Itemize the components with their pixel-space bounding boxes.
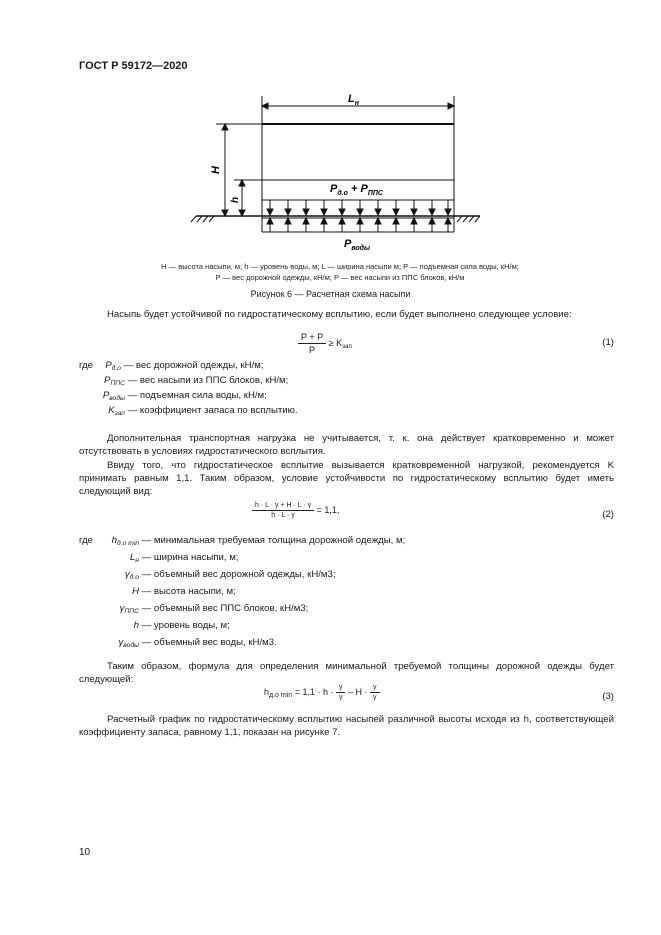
definition-row: $L_н$ — ширина насыпи, м; [129,552,239,565]
label-water-level: h [230,196,241,203]
equation-2-number: (2) [602,509,614,520]
embankment-body [262,124,454,218]
definition-row: $\gamma_{воды}$ — объемный вес воды, кН/м3. [118,637,277,650]
definition-row: где $P_{д.о}$ — вес дорожной одежды, кН/м; [79,360,264,373]
definition-row: $P_{воды}$ — подъемная сила воды, кН/м; [102,390,267,403]
definition-row: h — уровень воды, м; [133,620,230,631]
document-header: ГОСТ Р 59172—2020 [79,60,188,72]
equation-3-number: (3) [602,691,614,702]
definition-row: $\gamma_{ППС}$ — объемный вес ППС блоков, кН/м3; [119,603,309,616]
paragraph-2: Дополнительная транспортная нагрузка не учитывается, т. к. она действует кратковременно и может отсутствовать в условиях гидростатического всплытия. [79,433,614,457]
definitions-1 [79,360,298,420]
label-load: $P_{д.о} + P_{ППС}$ [330,183,383,197]
figure-legend-line-2: P — вес дорожной одежды, кН/м; P — вес насыпи из ППС блоков, кН/м [215,273,465,282]
page-number: 10 [79,847,91,858]
figure-legend-line-1: H — высота насыпи, м; h — уровень воды, м; L — ширина насыпи м; P — подъемная сила воды, кН/м; [161,262,519,271]
embankment-diagram [190,88,480,258]
definition-row: $K_{зап}$ — коэффициент запаса по всплытию. [108,405,298,418]
equation-2: $\frac{h \cdot L \cdot \gamma + H \cdot L \cdot \gamma}{h \cdot L \cdot \gamma}$ = 1,1, [252,502,339,519]
equation-1-number: (1) [602,337,614,348]
label-width: $L_н$ [348,93,359,107]
paragraph-3: Ввиду того, что гидростатическое всплытие вызывается кратковременной нагрузкой, рекомендуется K принимать равным 1,1. Таким образом, условие устойчивости по гидростатическому всплытию будет иметь следующий вид: [79,460,614,497]
label-uplift: $P_{воды}$ [344,238,370,252]
definition-row: H — высота насыпи, м; [132,586,236,597]
paragraph-4: Таким образом, формула для определения минимальной требуемой толщины дорожной одежды будет следующей: [79,661,614,685]
definition-row: $P_{ППС}$ — вес насыпи из ППС блоков, кН/м; [104,375,289,388]
paragraph-5: Расчетный график по гидростатическому всплытию насыпей различной высоты исходя из h, соответствующей коэффициенту запаса, равному 1,1, показан на рисунке 7. [79,714,614,738]
equation-3: $h_{д.о min} = 1,1 \cdot h$ · $\frac{\gamma}{\gamma}$ – H · $\frac{\gamma}{\gamma}$ [264,684,380,701]
label-height: H [210,166,222,174]
definition-row: $\gamma_{д.о}$ — объемный вес дорожной одежды, кН/м3; [124,569,336,582]
definitions-2 [79,535,405,654]
paragraph-1: Насыпь будет устойчивой по гидростатическому всплытию, если будет выполнено следующее условие: [107,309,572,320]
definition-row: где $h_{д.о min}$ — минимальная требуемая толщина дорожной одежды, м; [79,535,406,548]
figure-caption: Рисунок 6 — Расчетная схема насыпи [250,289,411,299]
equation-1: $\frac{P + P}{P}$ ≥ $K_{зап}$ [298,332,352,355]
